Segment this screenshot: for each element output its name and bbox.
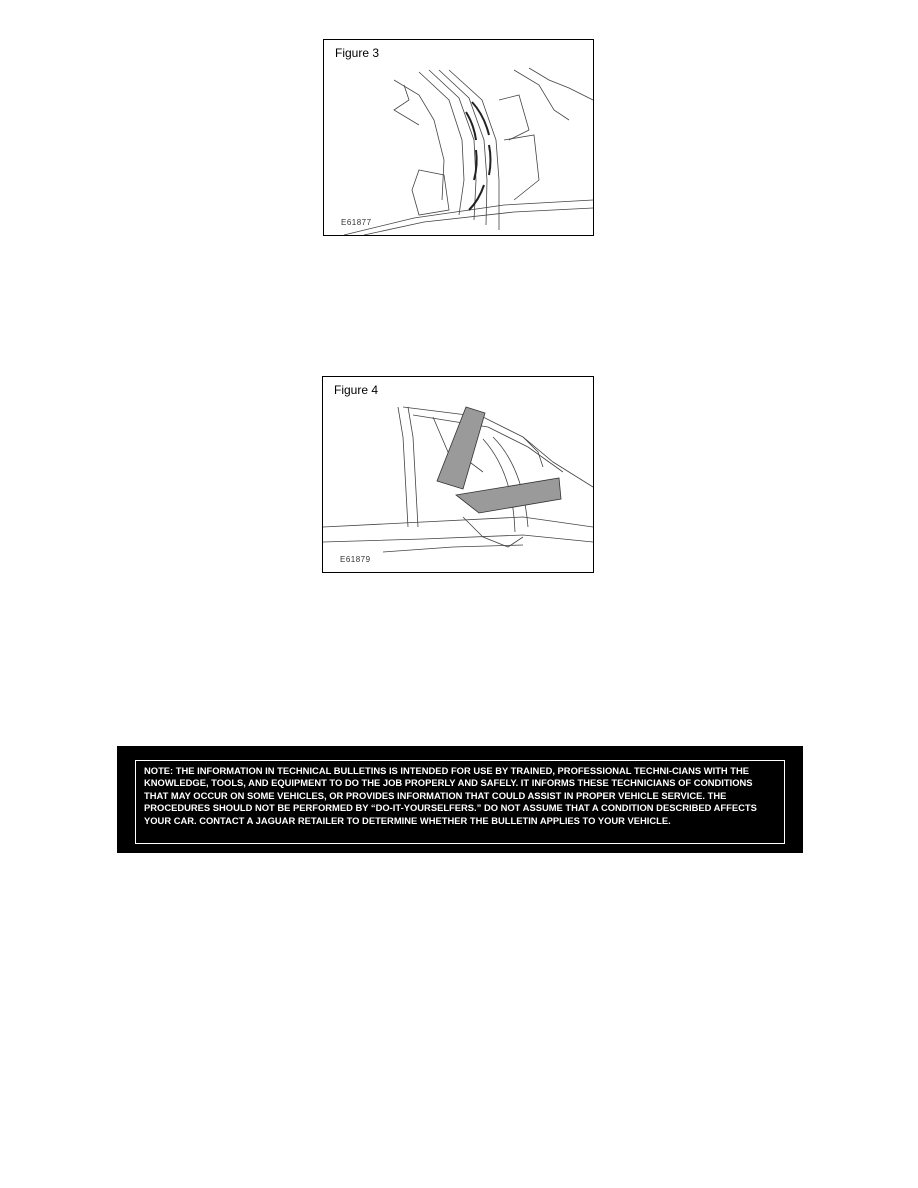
notice-border: [135, 760, 785, 844]
figure-4: [322, 376, 594, 573]
figure-code: E61877: [341, 218, 372, 227]
notice-text: NOTE: THE INFORMATION IN TECHNICAL BULLETINS IS INTENDED FOR USE BY TRAINED, PROFESSIONAL TECHNI-CIANS WITH THE KNOWLEDGE, TOOLS, AND EQUIPMENT TO DO THE JOB PROPERLY AND SAFELY. IT INFORMS THESE TECHNICIANS OF CONDITIONS THAT MAY OCCUR ON SOME VEHICLES, OR PROVIDES INFORMATION THAT COULD ASSIST IN PROPER VEHICLE SERVICE. THE PROCEDURES SHOULD NOT BE PERFORMED BY “DO-IT-YOURSELFERS.” DO NOT ASSUME THAT A CONDITION DESCRIBED AFFECTS YOUR CAR. CONTACT A JAGUAR RETAILER TO DETERMINE WHETHER THE BULLETIN APPLIES TO YOUR VEHICLE.: [144, 765, 757, 826]
technical-bulletin-notice: [117, 746, 803, 853]
figure-3-illustration: [324, 40, 593, 235]
figure-4-illustration: [323, 377, 593, 572]
figure-3: [323, 39, 594, 236]
figure-title: Figure 3: [335, 46, 380, 60]
figure-title: Figure 4: [334, 383, 379, 397]
figure-code: E61879: [340, 555, 371, 564]
